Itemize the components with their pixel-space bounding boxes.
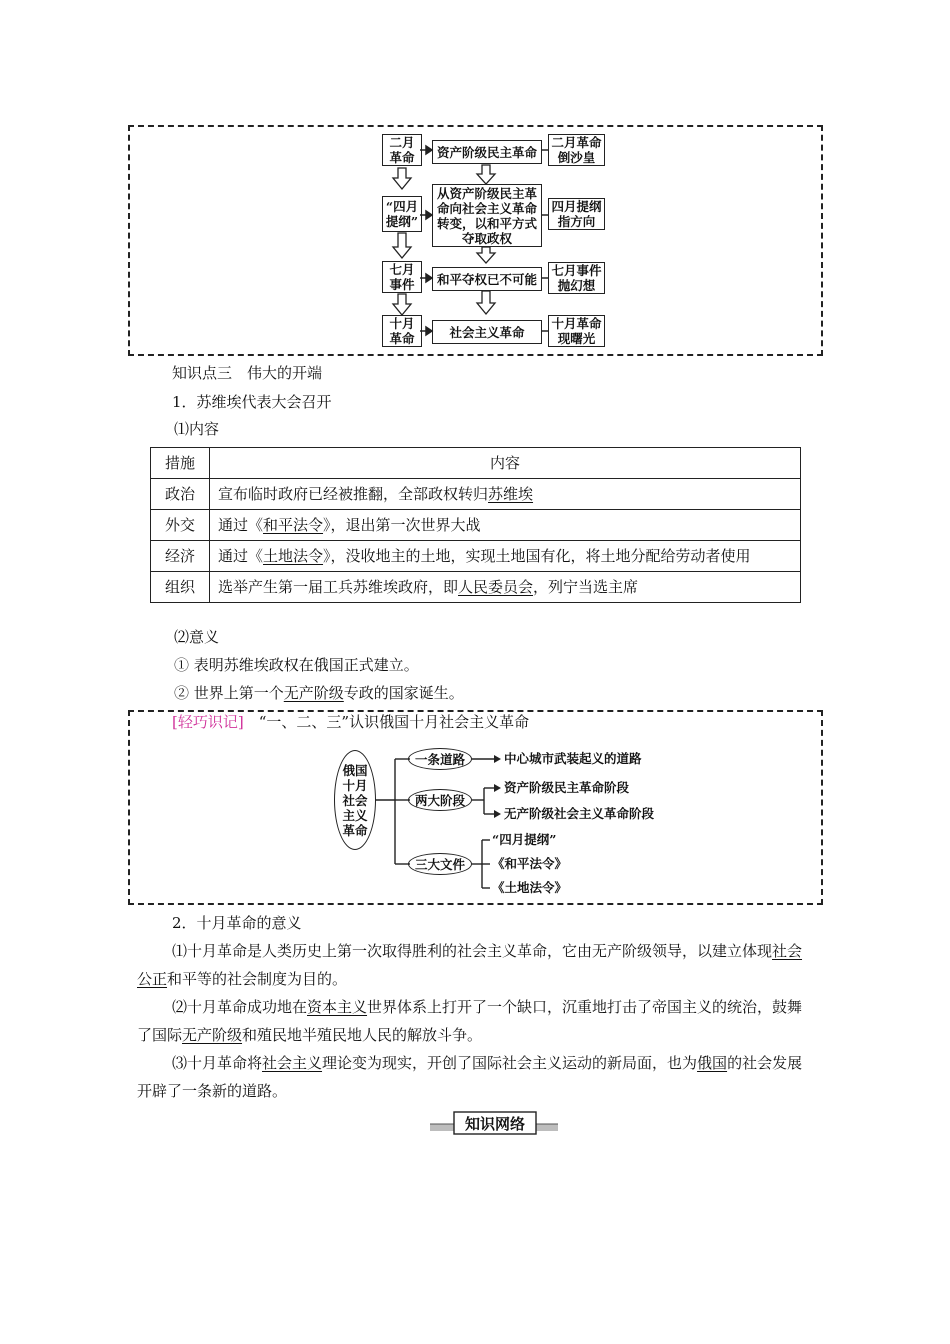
memory-title: [轻巧识记] “一、二、三”认识俄国十月社会主义革命 [172, 713, 530, 731]
key-term: 俄国 [697, 1054, 728, 1072]
key-term: 资本主义 [307, 998, 368, 1016]
flow-april-theses: “四月 提纲” [382, 196, 422, 232]
key-term: 社会主义 [262, 1054, 323, 1072]
key-term: 人民委员会 [458, 578, 534, 596]
item1-title: 1．苏维埃代表大会召开 [172, 393, 332, 411]
leaf-land-decree: 《土地法令》 [492, 880, 568, 895]
leaf-bourgeois-stage: 资产阶级民主革命阶段 [504, 780, 630, 795]
flow-note-april: 四月提纲 指方向 [548, 198, 605, 230]
flow-july-events: 七月 事件 [382, 261, 422, 293]
branch-two-stages: 两大阶段 [408, 789, 472, 811]
table-cell-measure: 组织 [151, 572, 210, 603]
branch-one-road: 一条道路 [408, 748, 472, 770]
flow-socialist-revolution: 社会主义革命 [432, 320, 542, 344]
mindmap-center: 俄国 十月 社会 主义 革命 [334, 750, 376, 850]
key-term: 无产阶级 [182, 1026, 243, 1044]
flow-note-oct: 十月革命 现曙光 [548, 315, 605, 347]
paragraph-2: ⑵十月革命成功地在资本主义世界体系上打开了一个缺口，沉重地打击了帝国主义的统治，鼓舞了国际无产阶级和殖民地半殖民地人民的解放斗争。 [137, 998, 803, 1044]
leaf-armed-uprising: 中心城市武装起义的道路 [504, 751, 642, 766]
table-cell-measure: 经济 [151, 541, 210, 572]
table-header-cell: 措施 [151, 448, 210, 479]
table-cell-content: 通过《土地法令》，没收地主的土地，实现土地国有化，将土地分配给劳动者使用 [210, 541, 801, 572]
sub1-title: ⑴内容 [174, 420, 220, 438]
leaf-proletarian-stage: 无产阶级社会主义革命阶段 [504, 806, 655, 821]
key-term: 社会公正 [137, 942, 803, 988]
key-term: 土地法令 [263, 547, 324, 565]
key-term: 苏维埃 [488, 485, 534, 503]
leaf-april-theses: “四月提纲” [492, 832, 557, 847]
table-cell-content: 宣布临时政府已经被推翻，全部政权转归苏维埃 [210, 479, 801, 510]
section-heading: 知识点三 伟大的开端 [172, 364, 323, 382]
flow-note-feb: 二月革命 倒沙皇 [548, 134, 605, 166]
arrow-right-icon [494, 810, 501, 818]
table-cell-content: 选举产生第一届工兵苏维埃政府，即人民委员会，列宁当选主席 [210, 572, 801, 603]
paragraph-1: ⑴十月革命是人类历史上第一次取得胜利的社会主义革命，它由无产阶级领导，以建立体现社会公正和平等的社会制度为目的。 [137, 942, 803, 988]
significance-2: ② 世界上第一个无产阶级专政的国家诞生。 [174, 684, 464, 702]
table-cell-measure: 外交 [151, 510, 210, 541]
knowledge-network-banner [430, 1110, 558, 1136]
memory-tag: [轻巧识记] [172, 713, 244, 731]
key-term: 无产阶级 [283, 684, 344, 702]
key-term: 和平法令 [263, 516, 324, 534]
banner-title: 知识网络 [464, 1114, 525, 1133]
arrow-right-icon [494, 784, 501, 792]
flow-bourgeois-revolution: 资产阶级民主革命 [432, 140, 542, 164]
table-cell-content: 通过《和平法令》，退出第一次世界大战 [210, 510, 801, 541]
flow-transition: 从资产阶级民主革 命向社会主义革命 转变，以和平方式 夺取政权 [432, 184, 542, 247]
paragraph-3: ⑶十月革命将社会主义理论变为现实，开创了国际社会主义运动的新局面，也为俄国的社会发展开辟了一条新的道路。 [137, 1054, 803, 1100]
flow-peaceful-impossible: 和平夺权已不可能 [432, 267, 542, 291]
sub2-title: ⑵意义 [174, 628, 220, 646]
arrow-right-icon [494, 755, 501, 763]
item2-title: 2．十月革命的意义 [172, 914, 302, 932]
flow-oct-revolution: 十月 革命 [382, 315, 422, 347]
flow-note-july: 七月事件 抛幻想 [548, 262, 605, 294]
table-header-cell: 内容 [210, 448, 801, 479]
flow-feb-revolution: 二月 革命 [382, 134, 422, 166]
table-cell-measure: 政治 [151, 479, 210, 510]
significance-1: ① 表明苏维埃政权在俄国正式建立。 [174, 656, 419, 674]
leaf-peace-decree: 《和平法令》 [492, 856, 568, 871]
branch-three-documents: 三大文件 [408, 853, 472, 875]
